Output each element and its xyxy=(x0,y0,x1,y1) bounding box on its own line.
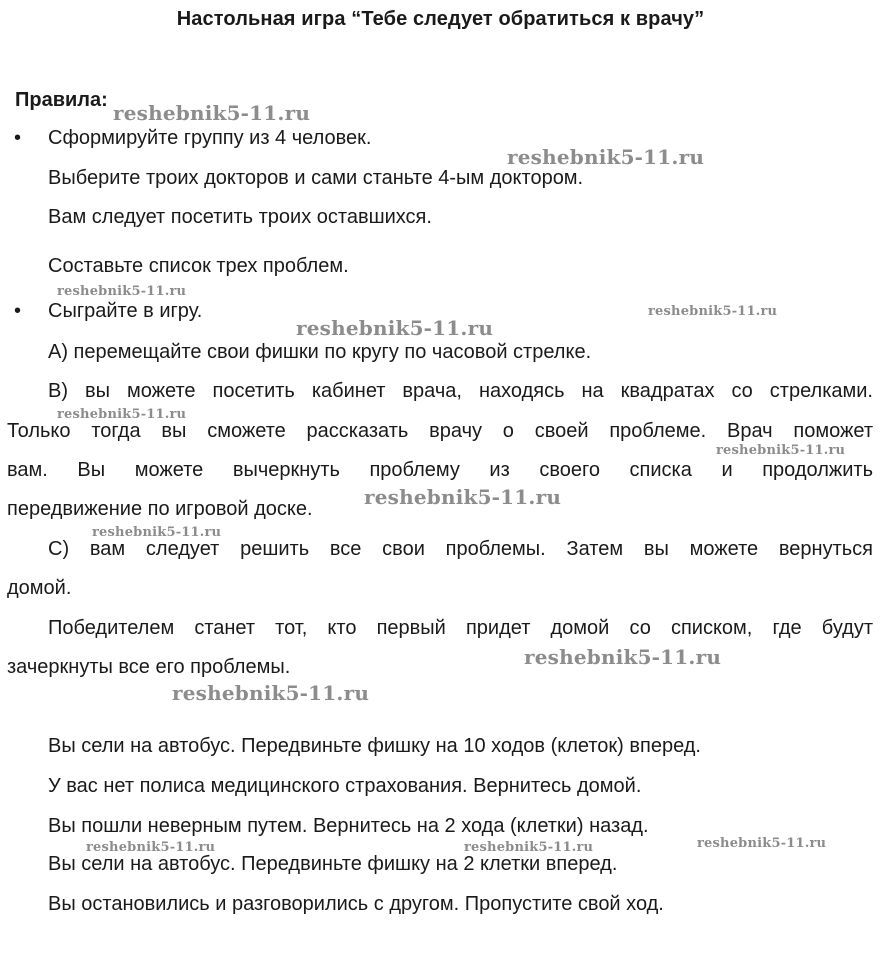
rules-heading: Правила: xyxy=(15,89,108,111)
rule-line: Сформируйте группу из 4 человек. xyxy=(48,127,372,149)
card-text: Вы остановились и разговорились с другом. Пропустите свой ход. xyxy=(48,893,664,915)
rule-b-line: В) вы можете посетить кабинет врача, находясь на квадратах со стрелками. xyxy=(48,380,873,402)
watermark: reshebnik5-11.ru xyxy=(716,443,846,458)
rule-b-line: передвижение по игровой доске. xyxy=(7,498,313,520)
winner-line: зачеркнуты все его проблемы. xyxy=(7,656,291,678)
watermark: reshebnik5-11.ru xyxy=(507,145,705,169)
watermark: reshebnik5-11.ru xyxy=(464,840,594,855)
watermark: reshebnik5-11.ru xyxy=(57,407,187,422)
rule-c-line: домой. xyxy=(7,577,72,599)
watermark: reshebnik5-11.ru xyxy=(172,681,370,705)
watermark: reshebnik5-11.ru xyxy=(364,485,562,509)
rule-line: Составьте список трех проблем. xyxy=(48,255,349,277)
rule-b-line: вам. Вы можете вычеркнуть проблему из своего списка и продолжить xyxy=(7,459,873,481)
card-text: Вы пошли неверным путем. Вернитесь на 2 хода (клетки) назад. xyxy=(48,815,649,837)
watermark: reshebnik5-11.ru xyxy=(113,101,311,125)
watermark: reshebnik5-11.ru xyxy=(697,836,827,851)
watermark: reshebnik5-11.ru xyxy=(648,304,778,319)
watermark: reshebnik5-11.ru xyxy=(296,316,494,340)
watermark: reshebnik5-11.ru xyxy=(86,840,216,855)
card-text: Вы сели на автобус. Передвиньте фишку на 2 клетки вперед. xyxy=(48,853,618,875)
card-text: У вас нет полиса медицинского страхования. Вернитесь домой. xyxy=(48,775,642,797)
bullet-marker: • xyxy=(14,127,22,149)
watermark: reshebnik5-11.ru xyxy=(57,284,187,299)
rule-c-line: С) вам следует решить все свои проблемы. Затем вы можете вернуться xyxy=(48,538,873,560)
rule-line: Выберите троих докторов и сами станьте 4-ым доктором. xyxy=(48,167,584,189)
card-text: Вы сели на автобус. Передвиньте фишку на 10 ходов (клеток) вперед. xyxy=(48,735,701,757)
page-title: Настольная игра “Тебе следует обратиться к врачу” xyxy=(176,8,705,30)
winner-line: Победителем станет тот, кто первый придет домой со списком, где будут xyxy=(48,617,873,639)
rule-line: Сыграйте в игру. xyxy=(48,300,203,322)
rule-a: А) перемещайте свои фишки по кругу по часовой стрелке. xyxy=(48,341,592,363)
watermark: reshebnik5-11.ru xyxy=(92,525,222,540)
watermark: reshebnik5-11.ru xyxy=(524,645,722,669)
rule-line: Вам следует посетить троих оставшихся. xyxy=(48,206,432,228)
bullet-marker: • xyxy=(14,300,22,322)
rule-b-line: Только тогда вы сможете рассказать врачу о своей проблеме. Врач поможет xyxy=(7,420,873,442)
